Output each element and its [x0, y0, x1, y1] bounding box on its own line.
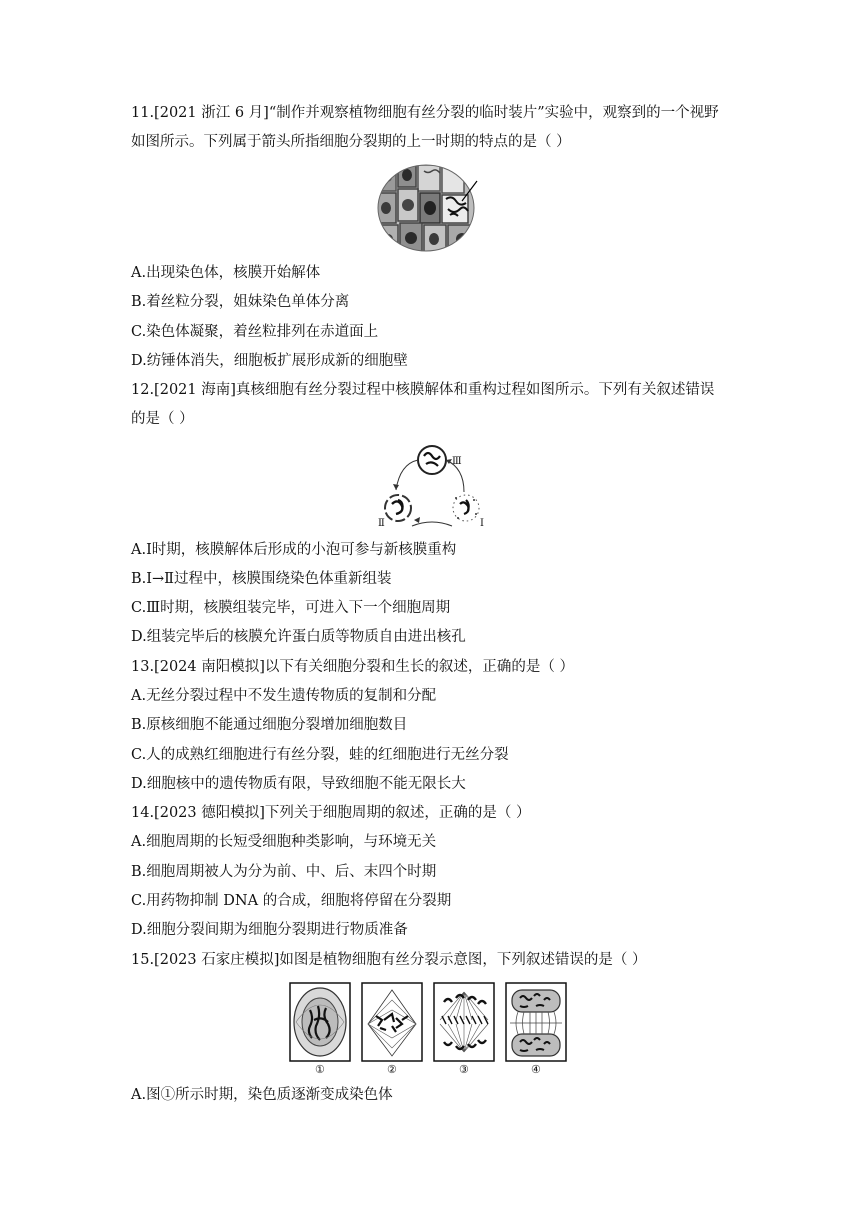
- q14-option-d: D.细胞分裂间期为细胞分裂期进行物质准备: [131, 922, 408, 938]
- onion-root-tip-micrograph: [376, 163, 480, 253]
- stage-label-1: ①: [315, 1063, 325, 1076]
- q14-option-a: A.细胞周期的长短受细胞种类影响，与环境无关: [131, 834, 437, 850]
- label-I: Ⅰ: [480, 518, 484, 529]
- stage-1-panel: [290, 983, 350, 1061]
- q12-option-d: D.组装完毕后的核膜允许蛋白质等物质自由进出核孔: [131, 629, 466, 645]
- q11-option-d: D.纺锤体消失，细胞板扩展形成新的细胞壁: [131, 353, 408, 369]
- stage-4-panel: [506, 983, 566, 1061]
- q15-mitosis-stages-figure: [288, 980, 572, 1076]
- stage-2-panel: [362, 983, 422, 1061]
- q11-stem-line2: 如图所示。下列属于箭头所指细胞分裂期的上一时期的特点的是（ ）: [131, 134, 571, 150]
- q11-option-c: C.染色体凝聚，着丝粒排列在赤道面上: [131, 324, 379, 340]
- q12-stem-line2: 的是（ ）: [131, 411, 194, 427]
- q12-option-b: B.Ⅰ→Ⅱ过程中，核膜围绕染色体重新组装: [131, 571, 392, 587]
- label-III: Ⅲ: [452, 456, 462, 467]
- stage-label-3: ③: [459, 1063, 469, 1076]
- mitosis-stages-diagram: [288, 980, 572, 1076]
- q13-option-d: D.细胞核中的遗传物质有限，导致细胞不能无限长大: [131, 776, 466, 792]
- q12-nuclear-envelope-cycle-figure: [376, 442, 488, 530]
- stage-3-panel: [434, 983, 494, 1061]
- cell-II-envelope: [385, 495, 411, 521]
- q12-option-a: A.Ⅰ时期，核膜解体后形成的小泡可参与新核膜重构: [131, 542, 457, 558]
- label-II: Ⅱ: [378, 518, 385, 529]
- q11-stem-line1: 11.[2021 浙江 6 月]“制作并观察植物细胞有丝分裂的临时装片”实验中，观察到的一个视野: [131, 105, 719, 121]
- q12-stem-line1: 12.[2021 海南]真核细胞有丝分裂过程中核膜解体和重构过程如图所示。下列有关叙述错误: [131, 382, 715, 398]
- q11-option-b: B.着丝粒分裂，姐妹染色单体分离: [131, 294, 350, 310]
- q13-option-c: C.人的成熟红细胞进行有丝分裂，蛙的红细胞进行无丝分裂: [131, 747, 509, 763]
- cell-I-envelope: [453, 495, 479, 521]
- q14-option-c: C.用药物抑制 DNA 的合成，细胞将停留在分裂期: [131, 893, 452, 909]
- q14-stem: 14.[2023 德阳模拟]下列关于细胞周期的叙述，正确的是（ ）: [131, 805, 531, 821]
- q11-option-a: A.出现染色体，核膜开始解体: [131, 265, 321, 281]
- cell-III-envelope: [418, 446, 446, 474]
- nuclear-envelope-cycle-diagram: [376, 442, 488, 530]
- q13-option-b: B.原核细胞不能通过细胞分裂增加细胞数目: [131, 717, 408, 733]
- q14-option-b: B.细胞周期被人为分为前、中、后、末四个时期: [131, 864, 437, 880]
- q13-stem: 13.[2024 南阳模拟]以下有关细胞分裂和生长的叙述，正确的是（ ）: [131, 659, 574, 675]
- q15-option-a: A.图①所示时期，染色质逐渐变成染色体: [131, 1087, 393, 1103]
- q13-option-a: A.无丝分裂过程中不发生遗传物质的复制和分配: [131, 688, 437, 704]
- stage-label-2: ②: [387, 1063, 397, 1076]
- q12-option-c: C.Ⅲ时期，核膜组装完毕，可进入下一个细胞周期: [131, 600, 451, 616]
- q15-stem: 15.[2023 石家庄模拟]如图是植物细胞有丝分裂示意图，下列叙述错误的是（ ）: [131, 952, 647, 968]
- stage-label-4: ④: [531, 1063, 541, 1076]
- q11-micrograph-figure: [376, 163, 480, 253]
